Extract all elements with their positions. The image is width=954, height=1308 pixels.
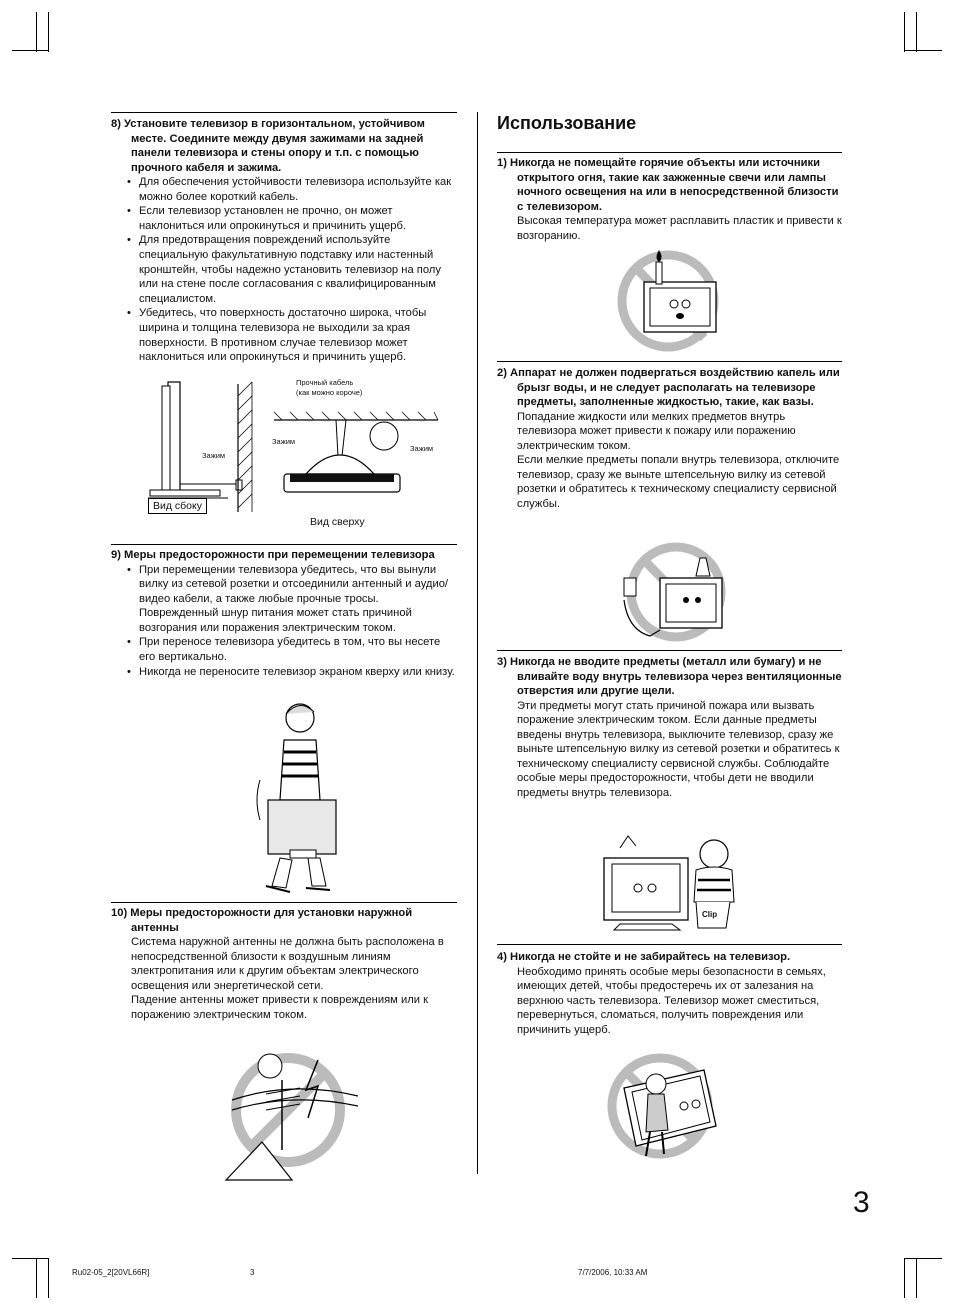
footer-file: Ru02-05_2[20VL66R] — [72, 1268, 150, 1277]
section-4 — [497, 944, 842, 1037]
section-rule — [497, 152, 842, 153]
child-clip-warning-illustration — [600, 826, 740, 938]
top-view-label: Вид сверху — [310, 516, 365, 528]
list-item: • Если телевизор установлен не прочно, он может наклониться или опрокинуться и причинить ущерб. — [127, 205, 407, 232]
footer-date: 7/7/2006, 10:33 AM — [578, 1268, 648, 1277]
section-3-title: 3) Никогда не вводите предметы (металл или бумагу) и не вливайте воду внутрь телевизора через вентиляционные отверстия или другие щели. — [497, 656, 842, 697]
list-item: • Убедитесь, что поверхность достаточно широка, чтобы ширина и толщина телевизора не выходили за края поверхности. В противном случае телевизор может наклониться или опрокинуться и причинить ущерб. — [127, 307, 427, 364]
side-view-figure — [148, 376, 258, 516]
left-column — [111, 112, 457, 365]
crop-mark — [916, 12, 917, 52]
section-10-title: 10) Меры предосторожности для установки наружной антенны — [111, 907, 413, 934]
page-heading: Использование — [497, 113, 637, 133]
crop-mark — [904, 12, 905, 52]
section-rule — [497, 944, 842, 945]
section-10-body: Система наружной антенны не должна быть расположена в непосредственной близости к воздушным линиям электропитания или к другим объектам электрического освещения или энергетической сети. — [131, 936, 444, 992]
crop-mark — [904, 50, 942, 51]
section-1-title: 1) Никогда не помещайте горячие объекты или источники открытого огня, такие как зажженные свечи или лампы ночного освещения на или в непосредственной близости с телевизором. — [497, 157, 839, 213]
antenna-warning-illustration — [222, 1040, 358, 1182]
section-3 — [497, 650, 842, 801]
climbing-child-warning-illustration — [602, 1050, 722, 1164]
clip-box-label: Clip — [702, 910, 718, 919]
section-8-bullets — [111, 175, 457, 365]
list-item: • Никогда не переносите телевизор экраном кверху или книзу. — [127, 665, 455, 678]
clamp-label: Зажим — [202, 451, 226, 460]
section-2 — [497, 361, 842, 512]
section-9 — [111, 544, 457, 679]
section-10-body: Падение антенны может привести к повреждениям или к поражению электрическим током. — [131, 994, 428, 1021]
section-4-title: 4) Никогда не стойте и не забирайтесь на телевизор. — [497, 951, 791, 963]
section-3-body: Эти предметы могут стать причиной пожара или вызвать поражение электрическим током. Если данные предметы введены внутрь телевизора, выключите телевизор, сразу же выньте штепсельную вилку из сетевой розетки и обратитесь к техническому специалисту сервисной службы. Соблюдайте особые меры предосторожности, чтобы дети не вводили предметы внутрь телевизора. — [517, 699, 840, 800]
crop-mark — [36, 12, 37, 52]
section-4-body: Необходимо принять особые меры безопасности в семьях, имеющих детей, чтобы предостеречь их от залезания на верхнюю часть телевизора. Телевизор может сместиться, перевернуться, сломаться, получить повреждения или причинить ущерб. — [517, 965, 826, 1036]
crop-mark — [48, 12, 49, 52]
section-10 — [111, 902, 457, 1023]
crop-mark — [12, 50, 48, 51]
crop-mark — [904, 1258, 942, 1259]
vase-warning-illustration — [620, 540, 730, 644]
right-column — [497, 112, 842, 243]
cable-label: Прочный кабель — [296, 378, 354, 387]
clamp-label-left: Зажим — [272, 437, 296, 446]
section-9-title: 9) Меры предосторожности при перемещении телевизора — [111, 549, 435, 561]
section-8-title: 8) Установите телевизор в горизонтальном, устойчивом месте. Соедините между двумя зажимами на задней панели телевизора и стены опору и т.п. с помощью прочного кабеля и зажима. — [111, 118, 425, 174]
page-number: 3 — [853, 1186, 870, 1219]
list-item: • При перемещении телевизора убедитесь, что вы вынули вилку из сетевой розетки и отсоединили антенный и аудио/видео кабели, а также любые прочные тросы. Поврежденный шнур питания может стать причиной возгорания или поражения электрическим током. — [127, 563, 449, 634]
section-rule — [111, 112, 457, 113]
section-2-title: 2) Аппарат не должен подвергаться воздействию капель или брызг воды, и не следует располагать на телевизоре предметы, заполненные жидкостью, такие, как вазы. — [497, 367, 840, 408]
list-item: • При переносе телевизора убедитесь в том, что вы несете его вертикально. — [127, 636, 441, 664]
person-carrying-tv-illustration — [250, 700, 346, 896]
column-divider — [477, 112, 478, 1174]
top-view-figure — [266, 376, 446, 532]
crop-mark — [916, 1258, 917, 1298]
section-rule — [111, 902, 457, 903]
crop-mark — [12, 1258, 48, 1259]
list-item: • Для предотвращения повреждений используйте специальную факультативную подставку или настенный кронштейн, чтобы надежно установить телевизор на полу или на стене после согласования с квалифицированным специалистом. — [127, 234, 441, 305]
crop-mark — [48, 1258, 49, 1298]
crop-mark — [36, 1258, 37, 1298]
side-view-label: Вид сбоку — [148, 498, 207, 514]
cable-note: (как можно короче) — [296, 388, 363, 397]
section-1-body: Высокая температура может расплавить пластик и привести к возгоранию. — [517, 215, 842, 242]
section-rule — [497, 361, 842, 362]
side-view-illustration — [148, 376, 258, 516]
list-item: • Для обеспечения устойчивости телевизора используйте как можно более короткий кабель. — [127, 176, 452, 203]
section-rule — [111, 544, 457, 545]
section-rule — [497, 650, 842, 651]
crop-mark — [904, 1258, 905, 1298]
section-2-body: Попадание жидкости или мелких предметов внутрь телевизора может привести к пожару или поражению электрическим током. — [517, 410, 796, 452]
candle-warning-illustration — [612, 248, 724, 354]
footer-page: 3 — [250, 1268, 255, 1277]
clamp-label-right: Зажим — [410, 444, 434, 453]
section-2-body: Если мелкие предметы попали внутрь телевизора, отключите телевизор, сразу же выньте штепсельную вилку из сетевой розетки и обратитесь к техническому специалисту сервисной службы. — [517, 454, 840, 511]
